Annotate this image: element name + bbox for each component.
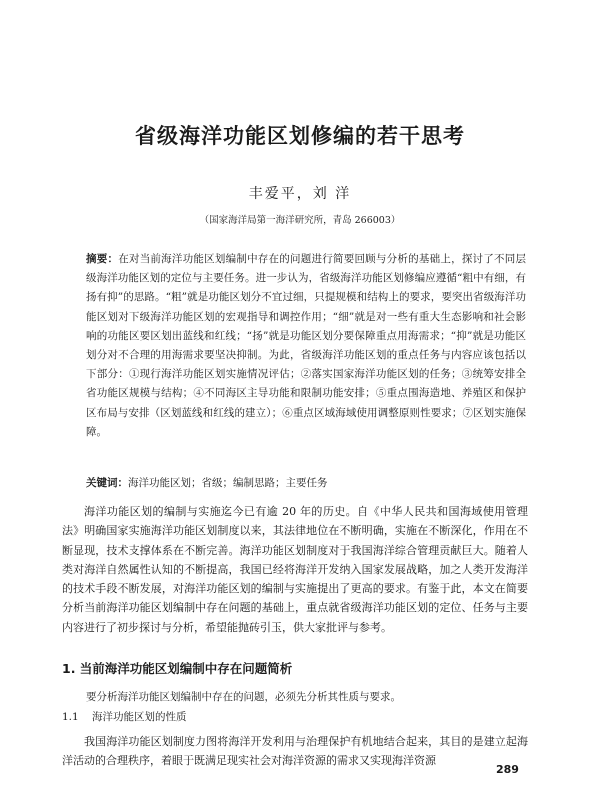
keywords-label: 关键词： xyxy=(86,477,128,489)
keywords xyxy=(86,474,526,492)
author-names: 丰爱平，刘 洋 xyxy=(248,186,352,202)
abstract xyxy=(86,250,526,442)
section-1-heading: 1. 当前海洋功能区划编制中存在问题简析 xyxy=(62,661,293,676)
author-affiliation: （国家海洋局第一海洋研究所，青岛 266003） xyxy=(199,215,401,226)
subsection-number: 1.1 xyxy=(62,711,79,723)
abstract-label: 摘要： xyxy=(86,253,119,265)
subsection-title: 海洋功能区划的性质 xyxy=(92,711,187,723)
paper-title: 省级海洋功能区划修编的若干思考 xyxy=(135,124,465,148)
section-1-1-paragraph: 我国海洋功能区划制度力图将海洋开发利用与治理保护有机地结合起来，其目的是建立起海洋活动的合理秩序，着眼于既满足现实社会对海洋资源的需求又实现海洋资源 xyxy=(62,735,528,768)
keywords-text: 海洋功能区划；省级；编制思路；主要任务 xyxy=(128,477,328,489)
section-1-intro: 要分析海洋功能区划编制中存在的问题，必须先分析其性质与要求。 xyxy=(86,691,401,703)
page-number: 289 xyxy=(496,763,519,776)
abstract-text: 在对当前海洋功能区划编制中存在的问题进行简要回顾与分析的基础上，探讨了不同层级海洋功能区划的定位与主要任务。进一步认为，省级海洋功能区划修编应遵循“粗中有细，有扬有抑”的思路。“粗”就是功能区划分不宜过细，只提规模和结构上的要求，要突出省级海洋功能区划对下级海洋功能区划的宏观指导和调控作用；“细”就是对一些有重大生态影响和社会影响的功能区要区划出蓝线和红线；“扬”就是功能区划分要保障重点用海需求；“抑”就是功能区划分对不合理的用海需求要坚决抑制。为此，省级海洋功能区划的重点任务与内容应该包括以下部分：①现行海洋功能区划实施情况评估；②落实国家海洋功能区划的任务；③统筹安排全省功能区规模与结构；④不同海区主导功能和限制功能安排；⑤重点围海造地、养殖区和保护区布局与安排（区划蓝线和红线的建立）；⑥重点区域海域使用调整原则性要求；⑦区划实施保障。 xyxy=(86,253,527,438)
subsection-1-1-heading xyxy=(62,709,187,724)
intro-paragraph: 海洋功能区划的编制与实施迄今已有逾 20 年的历史。自《中华人民共和国海域使用管理法》明确国家实施海洋功能区划制度以来，其法律地位在不断明确，实施在不断深化，作用在不断显现，技术支撑体系在不断完善。海洋功能区划制度对于我国海洋综合管理贡献巨大。随着人类对海洋自然属性认知的不断提高，我国已经将海洋开发纳入国家发展战略，加之人类开发海洋的技术手段不断发展，对海洋功能区划的编制与实施提出了更高的要求。有鉴于此，本文在简要分析当前海洋功能区划编制中存在问题的基础上，重点就省级海洋功能区划的定位、任务与主要内容进行了初步探讨与分析，希望能抛砖引玉，供大家批评与参考。 xyxy=(62,505,528,634)
